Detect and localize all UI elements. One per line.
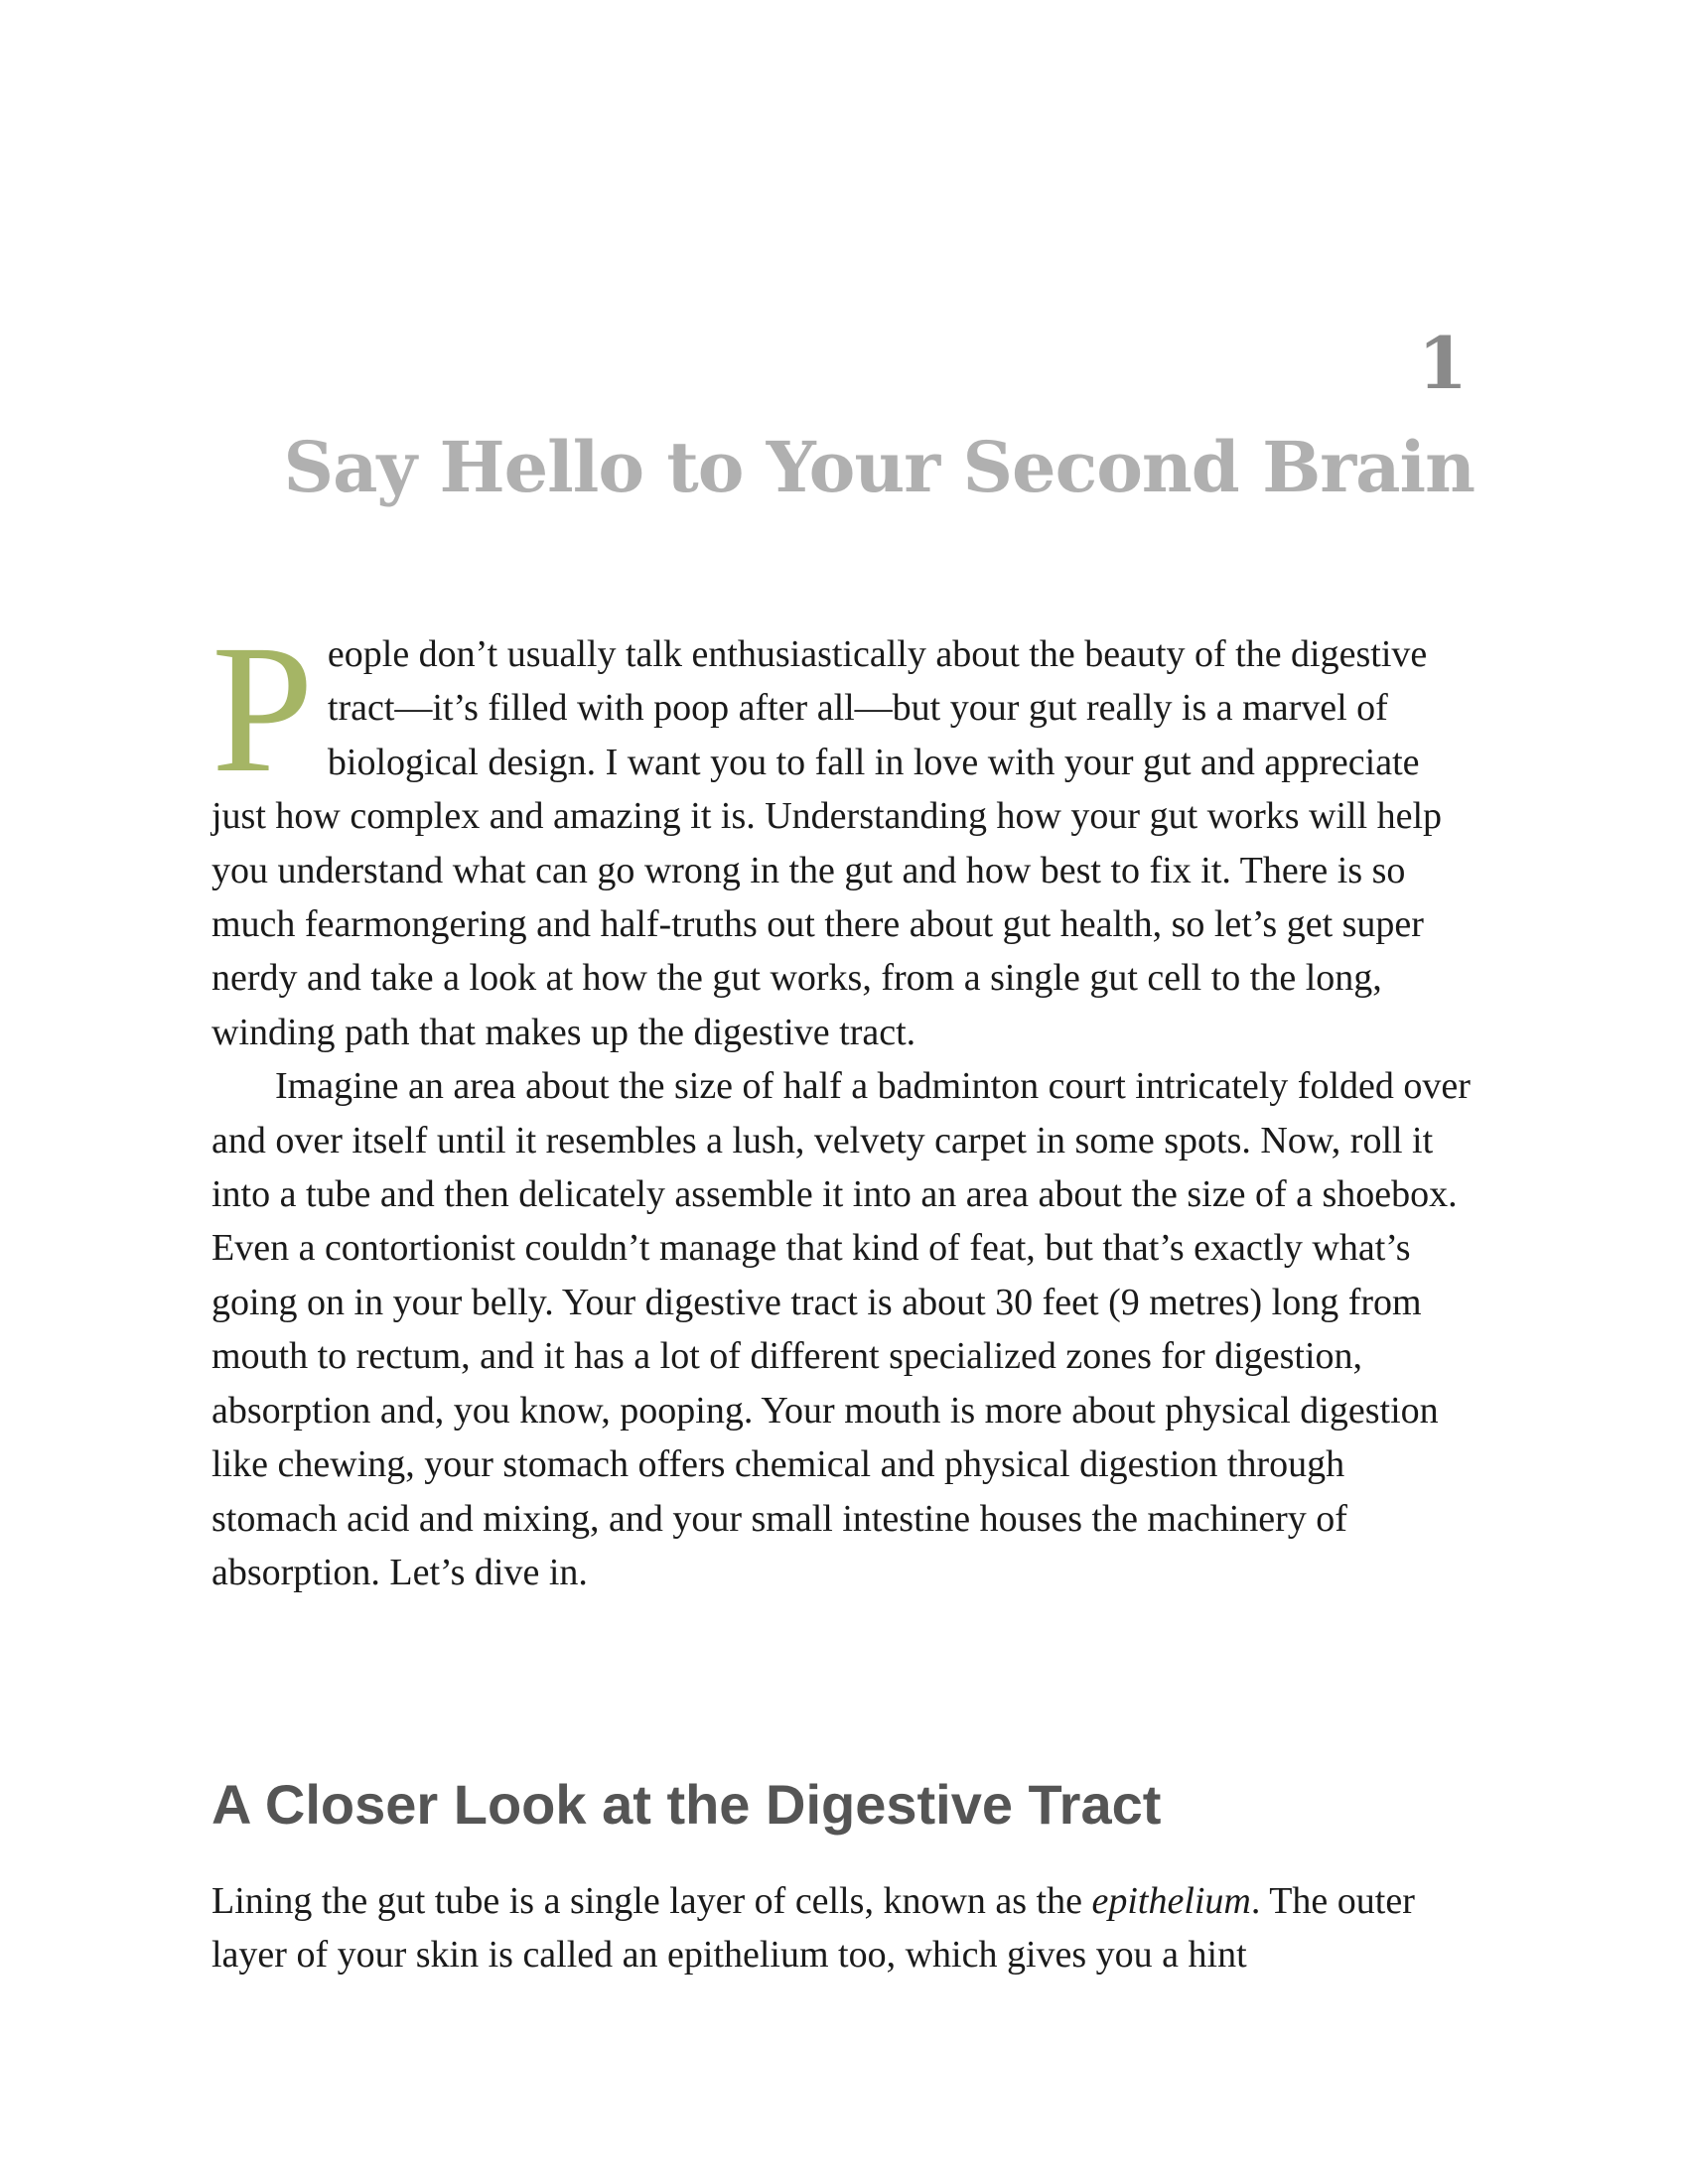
section-text xyxy=(211,1874,1473,1982)
intro-paragraph-1-text: eople don’t usually talk enthusiastically about the beauty of the digestive tract—it’s filled with poop after all—but your gut really is a marvel of biological design. I want you to fall in love with your gut and appreciate just how complex and amazing it is. Understanding how your gut works will help you understand what can go wrong in the gut and how best to fix it. There is so much fearmongering and half-truths out there about gut health, so let’s get super nerdy and take a look at how the gut works, from a single gut cell to the long, winding path that makes up the digestive tract. xyxy=(211,633,1443,1053)
section-heading: A Closer Look at the Digestive Tract xyxy=(211,1773,1162,1836)
intro-paragraph-1 xyxy=(211,608,1473,1059)
intro-paragraph-2: Imagine an area about the size of half a badminton court intricately folded over and over itself until it resembles a lush, velvety carpet in some spots. Now, roll it into a tube and then delicately assemble it into an area about the size of a shoebox. Even a contortionist couldn’t manage that kind of feat, but that’s exactly what’s going on in your belly. Your digestive tract is about 30 feet (9 metres) long from mouth to rectum, and it has a lot of different specialized zones for digestion, absorption and, you know, pooping. Your mouth is more about physical digestion like chewing, your stomach offers chemical and physical digestion through stomach acid and mixing, and your small intestine houses the machinery of absorption. Let’s dive in. xyxy=(211,1065,1471,1593)
drop-cap: P xyxy=(211,608,314,811)
chapter-number: 1 xyxy=(1417,321,1468,405)
section-term: epithelium xyxy=(1091,1880,1251,1922)
section-paragraph-1 xyxy=(211,1874,1473,1982)
section-text-before-term: Lining the gut tube is a single layer of cells, known as the xyxy=(211,1880,1092,1922)
chapter-title: Say Hello to Your Second Brain xyxy=(283,426,1475,508)
intro-text xyxy=(211,608,1473,1599)
section-text-after-term: . The outer layer of your skin is called an epithelium too, which gives you a hint xyxy=(211,1880,1415,1977)
